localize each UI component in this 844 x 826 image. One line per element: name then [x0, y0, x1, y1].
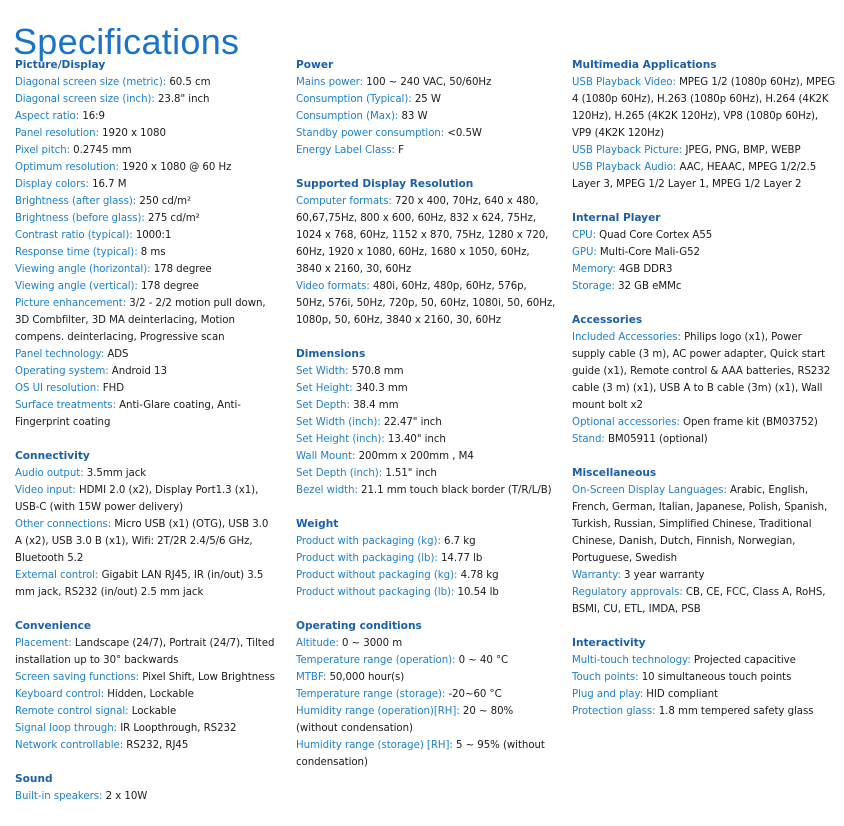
page-title: Specifications — [13, 21, 240, 63]
spec-label: Placement: — [15, 638, 72, 649]
spec-row — [15, 74, 277, 91]
spec-value: 178 degree — [137, 281, 199, 292]
spec-row — [15, 91, 277, 108]
spec-value: 23.8" inch — [154, 94, 210, 105]
spec-value: 1920 x 1080 @ 60 Hz — [118, 162, 232, 173]
spec-row — [572, 244, 836, 261]
spec-value: 720 x 400, 70Hz, 640 x 480, 60,67,75Hz, 800 x 600, 60Hz, 832 x 624, 75Hz, 1024 x 768, 60Hz, 1152 x 870, 75Hz, 1280 x 720, 60Hz, 1920 x 1080, 60Hz, 1680 x 1050, 60Hz, 3840 x 2160, 30, 60Hz — [296, 196, 549, 275]
spec-row — [15, 278, 277, 295]
spec-label: Product with packaging (kg): — [296, 536, 441, 547]
spec-label: Set Height: — [296, 383, 353, 394]
section-spacer — [15, 601, 277, 618]
spec-label: Brightness (after glass): — [15, 196, 137, 207]
spec-row — [572, 482, 836, 567]
spec-label: Multi-touch technology: — [572, 655, 691, 666]
spec-row — [572, 74, 836, 142]
spec-value: 3/2 - 2/2 motion pull down, 3D Combfilter, 3D MA deinterlacing, Motion compens. deinterlacing, Progressive scan — [15, 298, 266, 343]
spec-value: 8 ms — [137, 247, 166, 258]
spec-row — [296, 652, 558, 669]
spec-row — [296, 465, 558, 482]
spec-row — [15, 210, 277, 227]
spec-section-sound — [15, 771, 277, 805]
spec-row — [15, 244, 277, 261]
spec-row — [296, 108, 558, 125]
spec-label: Set Height (inch): — [296, 434, 385, 445]
section-title: Sound — [15, 773, 53, 785]
spec-label: Consumption (Max): — [296, 111, 399, 122]
section-spacer — [296, 499, 558, 516]
spec-label: Video formats: — [296, 281, 370, 292]
spec-row — [15, 159, 277, 176]
spec-row — [15, 397, 277, 431]
spec-label: Aspect ratio: — [15, 111, 80, 122]
section-title: Weight — [296, 518, 339, 530]
spec-row — [15, 686, 277, 703]
spec-label: Standby power consumption: — [296, 128, 445, 139]
spec-label: Plug and play: — [572, 689, 644, 700]
spec-value: 0 ~ 3000 m — [338, 638, 403, 649]
spec-row — [572, 567, 836, 584]
spec-label: Product without packaging (lb): — [296, 587, 455, 598]
spec-row — [296, 482, 558, 499]
spec-label: Signal loop through: — [15, 723, 117, 734]
spec-row — [296, 533, 558, 550]
spec-row — [572, 584, 836, 618]
spec-value: 1.51" inch — [382, 468, 437, 479]
spec-value: F — [394, 145, 404, 156]
section-spacer — [572, 295, 836, 312]
spec-label: Memory: — [572, 264, 616, 275]
spec-label: Audio output: — [15, 468, 84, 479]
spec-value: CB, CE, FCC, Class A, RoHS, BSMI, CU, ETL, IMDA, PSB — [572, 587, 826, 615]
spec-label: Touch points: — [572, 672, 639, 683]
spec-label: Panel resolution: — [15, 128, 99, 139]
spec-section-picture-display — [15, 57, 277, 431]
spec-label: Optimum resolution: — [15, 162, 119, 173]
spec-label: Response time (typical): — [15, 247, 138, 258]
spec-row — [15, 482, 277, 516]
spec-row — [15, 227, 277, 244]
spec-label: Temperature range (operation): — [296, 655, 456, 666]
spec-label: Screen saving functions: — [15, 672, 139, 683]
spec-label: Pixel pitch: — [15, 145, 70, 156]
spec-label: Set Depth: — [296, 400, 350, 411]
spec-column-1 — [15, 57, 277, 805]
spec-label: Contrast ratio (typical): — [15, 230, 133, 241]
spec-label: OS UI resolution: — [15, 383, 100, 394]
spec-label: Energy Label Class: — [296, 145, 395, 156]
spec-section-supported-display-resolution — [296, 176, 558, 329]
spec-value: 1000:1 — [132, 230, 172, 241]
spec-row — [572, 652, 836, 669]
spec-row — [15, 346, 277, 363]
spec-label: Panel technology: — [15, 349, 105, 360]
spec-label: Viewing angle (vertical): — [15, 281, 138, 292]
spec-value: AAC, HEAAC, MPEG 1/2/2.5 Layer 3, MPEG 1/2 Layer 1, MPEG 1/2 Layer 2 — [572, 162, 817, 190]
spec-label: Altitude: — [296, 638, 339, 649]
spec-value: 3.5mm jack — [83, 468, 147, 479]
spec-row — [296, 380, 558, 397]
spec-value: 60.5 cm — [166, 77, 211, 88]
spec-label: Warranty: — [572, 570, 621, 581]
spec-label: Set Width: — [296, 366, 349, 377]
spec-label: Temperature range (storage): — [296, 689, 446, 700]
spec-row — [572, 669, 836, 686]
spec-value: HDMI 2.0 (x2), Display Port1.3 (x1), USB-C (with 15W power delivery) — [15, 485, 259, 513]
spec-value: 3 year warranty — [620, 570, 705, 581]
spec-row — [15, 261, 277, 278]
section-spacer — [15, 754, 277, 771]
spec-value: FHD — [99, 383, 124, 394]
spec-label: Stand: — [572, 434, 605, 445]
spec-row — [296, 397, 558, 414]
spec-value: 16.7 M — [88, 179, 127, 190]
spec-label: External control: — [15, 570, 99, 581]
spec-label: Remote control signal: — [15, 706, 129, 717]
spec-row — [15, 193, 277, 210]
spec-label: Brightness (before glass): — [15, 213, 145, 224]
spec-value: 10.54 lb — [454, 587, 499, 598]
spec-value: 480i, 60Hz, 480p, 60Hz, 576p, 50Hz, 576i, 50Hz, 720p, 50, 60Hz, 1080i, 50, 60Hz, 1080p, 50, 60Hz, 3840 x 2160, 30, 60Hz — [296, 281, 556, 326]
spec-row — [15, 669, 277, 686]
spec-row — [572, 414, 836, 431]
spec-label: Operating system: — [15, 366, 109, 377]
spec-label: USB Playback Picture: — [572, 145, 683, 156]
spec-value: 32 GB eMMc — [614, 281, 682, 292]
spec-value: 340.3 mm — [352, 383, 408, 394]
spec-row — [572, 329, 836, 414]
spec-value: 25 W — [411, 94, 441, 105]
spec-value: 50,000 hour(s) — [326, 672, 405, 683]
section-title: Supported Display Resolution — [296, 178, 474, 190]
section-title: Miscellaneous — [572, 467, 657, 479]
spec-label: Storage: — [572, 281, 615, 292]
spec-value: Micro USB (x1) (OTG), USB 3.0 A (x2), USB 3.0 B (x1), Wifi: 2T/2R 2.4/5/6 GHz, Bluetooth 5.2 — [15, 519, 269, 564]
spec-label: Set Width (inch): — [296, 417, 381, 428]
spec-row — [15, 720, 277, 737]
spec-label: Diagonal screen size (inch): — [15, 94, 155, 105]
spec-row — [15, 516, 277, 567]
section-title: Dimensions — [296, 348, 366, 360]
spec-row — [296, 737, 558, 771]
spec-section-weight — [296, 516, 558, 601]
spec-label: CPU: — [572, 230, 596, 241]
spec-value: Android 13 — [108, 366, 167, 377]
spec-section-miscellaneous — [572, 465, 836, 618]
spec-row — [15, 567, 277, 601]
section-title: Operating conditions — [296, 620, 422, 632]
spec-value: 0 ~ 40 °C — [455, 655, 509, 666]
spec-section-convenience — [15, 618, 277, 754]
spec-label: Protection glass: — [572, 706, 656, 717]
spec-label: Humidity range (storage) [RH]: — [296, 740, 453, 751]
spec-label: Keyboard control: — [15, 689, 105, 700]
spec-value: <0.5W — [444, 128, 482, 139]
spec-label: Other connections: — [15, 519, 112, 530]
section-title: Accessories — [572, 314, 643, 326]
spec-value: 38.4 mm — [349, 400, 399, 411]
spec-section-accessories — [572, 312, 836, 448]
spec-value: 14.77 lb — [437, 553, 483, 564]
spec-row — [296, 414, 558, 431]
spec-value: ADS — [104, 349, 129, 360]
section-title: Interactivity — [572, 637, 646, 649]
section-spacer — [296, 329, 558, 346]
spec-row — [296, 635, 558, 652]
spec-row — [15, 176, 277, 193]
spec-value: 13.40" inch — [384, 434, 446, 445]
spec-label: Picture enhancement: — [15, 298, 127, 309]
spec-value: 21.1 mm touch black border (T/R/L/B) — [357, 485, 552, 496]
spec-value: 100 ~ 240 VAC, 50/60Hz — [363, 77, 492, 88]
spec-row — [572, 703, 836, 720]
spec-row — [15, 108, 277, 125]
spec-value: Multi-Core Mali-G52 — [596, 247, 700, 258]
spec-row — [296, 550, 558, 567]
spec-row — [572, 431, 836, 448]
spec-row — [15, 703, 277, 720]
spec-label: Built-in speakers: — [15, 791, 103, 802]
spec-row — [15, 142, 277, 159]
spec-row — [296, 74, 558, 91]
spec-label: On-Screen Display Languages: — [572, 485, 727, 496]
spec-label: Bezel width: — [296, 485, 358, 496]
spec-label: Network controllable: — [15, 740, 124, 751]
spec-row — [15, 635, 277, 669]
section-spacer — [572, 193, 836, 210]
spec-section-dimensions — [296, 346, 558, 499]
spec-row — [572, 278, 836, 295]
spec-row — [15, 380, 277, 397]
spec-row — [296, 193, 558, 278]
spec-column-2 — [296, 57, 558, 771]
spec-row — [296, 686, 558, 703]
spec-row — [296, 567, 558, 584]
spec-label: Mains power: — [296, 77, 364, 88]
spec-value: Projected capacitive — [690, 655, 796, 666]
spec-value: Lockable — [128, 706, 177, 717]
spec-label: Optional accessories: — [572, 417, 680, 428]
spec-label: USB Playback Video: — [572, 77, 676, 88]
spec-section-power — [296, 57, 558, 159]
spec-label: USB Playback Audio: — [572, 162, 677, 173]
spec-label: Surface treatments: — [15, 400, 116, 411]
spec-row — [572, 159, 836, 193]
spec-row — [15, 363, 277, 380]
spec-section-internal-player — [572, 210, 836, 295]
spec-row — [296, 431, 558, 448]
section-title: Convenience — [15, 620, 92, 632]
spec-label: Product with packaging (lb): — [296, 553, 438, 564]
spec-label: Wall Mount: — [296, 451, 356, 462]
spec-value: JPEG, PNG, BMP, WEBP — [682, 145, 801, 156]
spec-label: Regulatory approvals: — [572, 587, 683, 598]
spec-value: Open frame kit (BM03752) — [679, 417, 818, 428]
spec-value: 275 cd/m² — [144, 213, 200, 224]
spec-value: 83 W — [398, 111, 428, 122]
spec-value: MPEG 1/2 (1080p 60Hz), MPEG 4 (1080p 60Hz), H.263 (1080p 60Hz), H.264 (4K2K 120Hz), H.265 (4K2K 120Hz), VP8 (1080p 60Hz), VP9 (4K2K 120Hz) — [572, 77, 836, 139]
spec-value: 16:9 — [79, 111, 105, 122]
section-spacer — [296, 159, 558, 176]
spec-row — [15, 737, 277, 754]
spec-row — [296, 125, 558, 142]
spec-row — [296, 278, 558, 329]
spec-value: RS232, RJ45 — [123, 740, 189, 751]
spec-value: Philips logo (x1), Power supply cable (3 m), AC power adapter, Quick start guide (x1), Remote control & AAA batteries, RS232 cable (3 m) (x1), USB A to B cable (3m) (x1), Wall mount bolt x2 — [572, 332, 831, 411]
spec-row — [296, 669, 558, 686]
spec-value: 2 x 10W — [102, 791, 148, 802]
spec-label: Video input: — [15, 485, 76, 496]
spec-value: Hidden, Lockable — [104, 689, 194, 700]
spec-row — [296, 703, 558, 737]
spec-value: 0.2745 mm — [69, 145, 132, 156]
spec-value: HID compliant — [643, 689, 718, 700]
spec-value: 6.7 kg — [440, 536, 476, 547]
spec-value: 4.78 kg — [457, 570, 499, 581]
spec-label: Diagonal screen size (metric): — [15, 77, 167, 88]
spec-row — [572, 261, 836, 278]
spec-value: Landscape (24/7), Portrait (24/7), Tilted installation up to 30° backwards — [15, 638, 275, 666]
spec-section-interactivity — [572, 635, 836, 720]
spec-value: 1920 x 1080 — [98, 128, 166, 139]
spec-label: Consumption (Typical): — [296, 94, 412, 105]
spec-value: 200mm x 200mm , M4 — [355, 451, 474, 462]
spec-label: Set Depth (inch): — [296, 468, 383, 479]
spec-value: -20~60 °C — [445, 689, 502, 700]
spec-label: Display colors: — [15, 179, 89, 190]
section-title: Connectivity — [15, 450, 90, 462]
spec-row — [572, 686, 836, 703]
spec-row — [296, 91, 558, 108]
section-title: Power — [296, 59, 334, 71]
spec-value: 22.47" inch — [380, 417, 442, 428]
spec-value: BM05911 (optional) — [604, 434, 708, 445]
spec-value: Anti-Glare coating, Anti-Fingerprint coating — [15, 400, 241, 428]
spec-label: Humidity range (operation)[RH]: — [296, 706, 460, 717]
section-title: Picture/Display — [15, 59, 106, 71]
spec-section-multimedia-applications — [572, 57, 836, 193]
spec-value: 1.8 mm tempered safety glass — [655, 706, 814, 717]
spec-value: 4GB DDR3 — [615, 264, 673, 275]
spec-label: Computer formats: — [296, 196, 392, 207]
spec-value: 20 ~ 80% (without condensation) — [296, 706, 514, 734]
spec-label: GPU: — [572, 247, 597, 258]
section-spacer — [572, 448, 836, 465]
spec-row — [296, 584, 558, 601]
spec-value: Quad Core Cortex A55 — [595, 230, 713, 241]
section-spacer — [296, 601, 558, 618]
section-title: Multimedia Applications — [572, 59, 717, 71]
spec-value: Arabic, English, French, German, Italian, Japanese, Polish, Spanish, Turkish, Russian, Simplified Chinese, Traditional Chinese, Danish, Dutch, Finnish, Norwegian, Portuguese, Swedish — [572, 485, 828, 564]
spec-label: Product without packaging (kg): — [296, 570, 458, 581]
spec-value: Pixel Shift, Low Brightness — [139, 672, 275, 683]
spec-row — [15, 788, 277, 805]
spec-row — [15, 295, 277, 346]
spec-label: Included Accessories: — [572, 332, 681, 343]
spec-row — [15, 465, 277, 482]
spec-row — [296, 448, 558, 465]
spec-value: 178 degree — [150, 264, 212, 275]
spec-row — [572, 227, 836, 244]
section-title: Internal Player — [572, 212, 661, 224]
spec-section-operating-conditions — [296, 618, 558, 771]
section-spacer — [572, 618, 836, 635]
spec-value: 250 cd/m² — [136, 196, 192, 207]
spec-label: Viewing angle (horizontal): — [15, 264, 151, 275]
spec-value: 5 ~ 95% (without condensation) — [296, 740, 545, 768]
spec-column-3 — [572, 57, 836, 720]
spec-row — [572, 142, 836, 159]
spec-value: IR Loopthrough, RS232 — [117, 723, 237, 734]
spec-label: MTBF: — [296, 672, 327, 683]
spec-value: 10 simultaneous touch points — [638, 672, 792, 683]
spec-section-connectivity — [15, 448, 277, 601]
section-spacer — [15, 431, 277, 448]
spec-value: Gigabit LAN RJ45, IR (in/out) 3.5 mm jack, RS232 (in/out) 2.5 mm jack — [15, 570, 264, 598]
spec-row — [296, 142, 558, 159]
spec-row — [15, 125, 277, 142]
spec-row — [296, 363, 558, 380]
spec-value: 570.8 mm — [348, 366, 404, 377]
